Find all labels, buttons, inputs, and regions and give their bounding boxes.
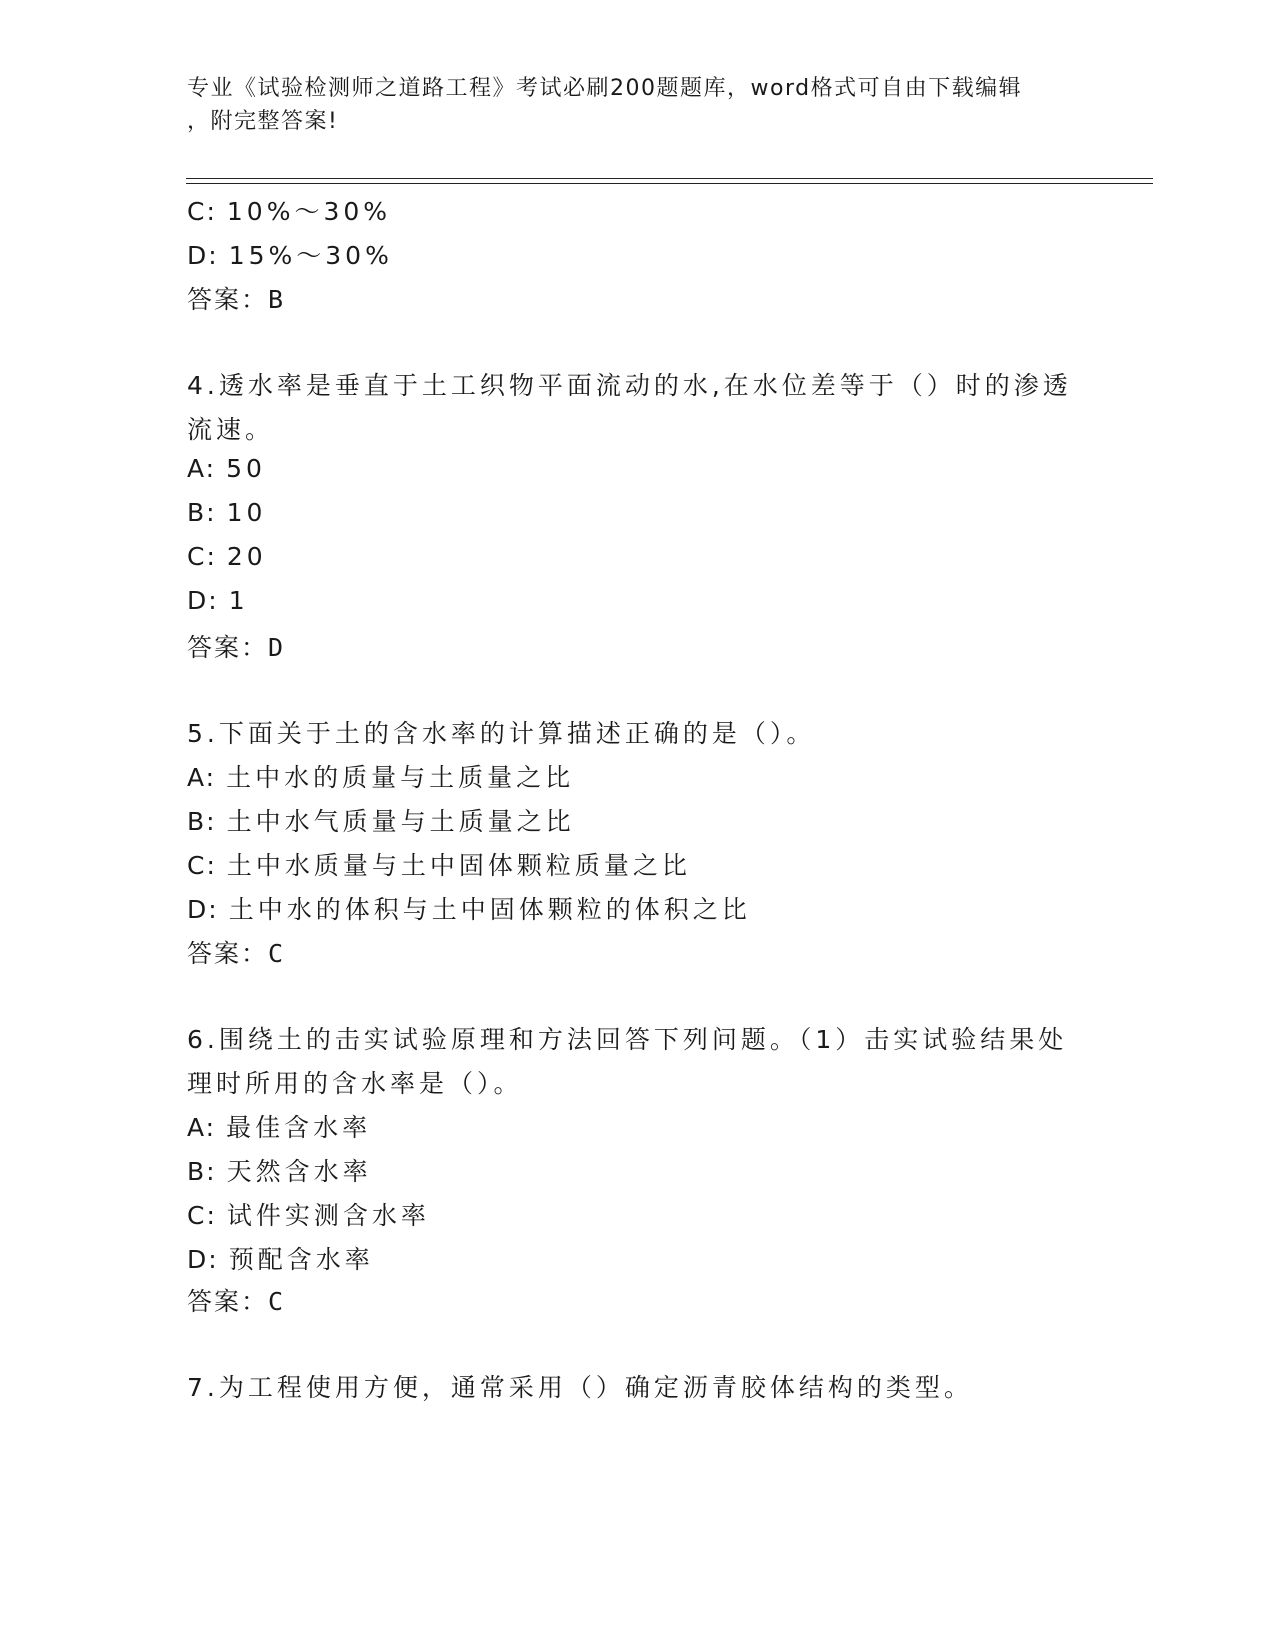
- prev-option-c: C: 10%～30%: [187, 197, 392, 226]
- prev-option-d: D: 15%～30%: [187, 241, 393, 270]
- header-divider-bottom: [186, 183, 1153, 184]
- q6-answer: 答案：C: [187, 1287, 286, 1316]
- q4-option-c: C: 20: [187, 542, 267, 571]
- q5-option-d: D: 土中水的体积与土中固体颗粒的体积之比: [187, 895, 751, 924]
- document-header: [187, 72, 1067, 138]
- q6-stem-line-1: 6.围绕土的击实试验原理和方法回答下列问题。（1）击实试验结果处: [187, 1025, 1068, 1054]
- q5-answer: 答案：C: [187, 939, 286, 968]
- prev-answer: 答案：B: [187, 285, 286, 314]
- q5-stem-line-1: 5.下面关于土的含水率的计算描述正确的是（）。: [187, 719, 816, 748]
- header-line-1: 专业《试验检测师之道路工程》考试必刷200题题库，word格式可自由下载编辑: [187, 76, 1023, 101]
- q4-stem-line-2: 流速。: [187, 415, 275, 444]
- q5-option-a: A: 土中水的质量与土质量之比: [187, 763, 575, 792]
- header-line-2: ，附完整答案!: [187, 109, 339, 134]
- header-divider-top: [186, 178, 1153, 179]
- q5-option-b: B: 土中水气质量与土质量之比: [187, 807, 575, 836]
- q6-stem-line-2: 理时所用的含水率是（）。: [187, 1069, 523, 1098]
- q7-stem-line-1: 7.为工程使用方便，通常采用（）确定沥青胶体结构的类型。: [187, 1373, 973, 1402]
- q6-option-c: C: 试件实测含水率: [187, 1201, 430, 1230]
- q6-option-d: D: 预配含水率: [187, 1245, 374, 1274]
- q4-option-a: A: 50: [187, 454, 266, 483]
- q5-option-c: C: 土中水质量与土中固体颗粒质量之比: [187, 851, 691, 880]
- q4-answer: 答案：D: [187, 633, 286, 662]
- q6-option-a: A: 最佳含水率: [187, 1113, 372, 1142]
- q4-stem-line-1: 4.透水率是垂直于土工织物平面流动的水,在水位差等于（）时的渗透: [187, 371, 1072, 400]
- q4-option-b: B: 10: [187, 498, 267, 527]
- q4-option-d: D: 1: [187, 586, 249, 615]
- q6-option-b: B: 天然含水率: [187, 1157, 372, 1186]
